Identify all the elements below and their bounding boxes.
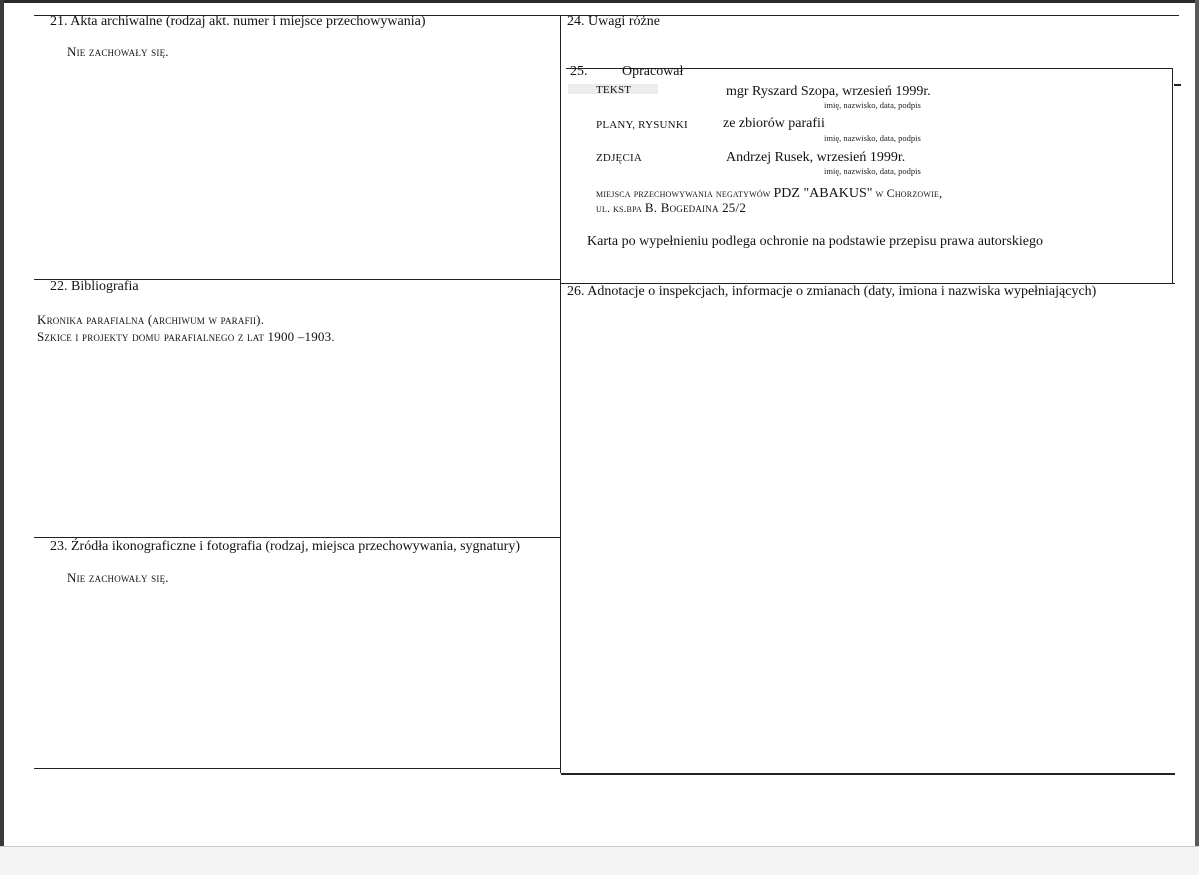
row-plany-value: ze zbiorów parafii bbox=[723, 116, 825, 131]
row-tekst-value: mgr Ryszard Szopa, wrzesień 1999r. bbox=[726, 84, 931, 99]
negatives-address: B. Bogedaina 25/2 bbox=[644, 200, 747, 215]
row-plany-hint: imię, nazwisko, data, podpis bbox=[824, 133, 921, 143]
section-23-title: 23. Źródła ikonograficzne i fotografia (rodzaj, miejsca przechowywania, sygnatury) bbox=[50, 539, 520, 554]
negatives-suffix: w Chorzowie, bbox=[872, 186, 943, 200]
section-24-title: 24. Uwagi różne bbox=[567, 14, 660, 29]
rule-left-23 bbox=[34, 537, 560, 538]
bibliography-line-2: Szkice i projekty domu parafialnego z lat 1900 –1903. bbox=[37, 329, 335, 344]
row-tekst-label: TEKST bbox=[596, 84, 632, 96]
box25-tick bbox=[1174, 84, 1181, 86]
negatives-prefix: miejsca przechowywania negatywów bbox=[596, 188, 774, 200]
center-divider bbox=[560, 15, 561, 773]
section-25-title: Opracował bbox=[622, 64, 684, 79]
section-23-body: Nie zachowały się. bbox=[67, 570, 169, 585]
negatives-line-2 bbox=[596, 199, 746, 217]
copyright-notice: Karta po wypełnieniu podlega ochronie na podstawie przepisu prawa autorskiego bbox=[587, 234, 1044, 249]
box25-right bbox=[1172, 68, 1173, 283]
negatives-street: ul. ks.bpa bbox=[596, 203, 645, 215]
row-zdjecia-value: Andrzej Rusek, wrzesień 1999r. bbox=[726, 150, 906, 165]
rule-right-bottom bbox=[561, 773, 1175, 775]
row-plany-label: PLANY, RYSUNKI bbox=[596, 119, 688, 131]
row-zdjecia-hint: imię, nazwisko, data, podpis bbox=[824, 166, 921, 176]
row-tekst-hint: imię, nazwisko, data, podpis bbox=[824, 100, 921, 110]
scan-edge-left bbox=[0, 0, 4, 874]
scan-edge-bottom bbox=[0, 846, 1199, 875]
section-22-title: 22. Bibliografia bbox=[50, 279, 139, 294]
rule-left-bottom bbox=[34, 768, 560, 769]
section-21-title: 21. Akta archiwalne (rodzaj akt. numer i miejsce przechowywania) bbox=[50, 14, 426, 29]
section-25-number: 25. bbox=[570, 64, 588, 79]
scan-edge-top bbox=[0, 0, 1199, 3]
row-zdjecia-label: ZDJĘCIA bbox=[596, 152, 643, 164]
section-21-body: Nie zachowały się. bbox=[67, 44, 169, 59]
section-26-title: 26. Adnotacje o inspekcjach, informacje o zmianach (daty, imiona i nazwiska wypełniających) bbox=[567, 284, 1097, 299]
scan-edge-right bbox=[1195, 0, 1199, 846]
negatives-name: PDZ "ABAKUS" bbox=[773, 186, 873, 201]
bibliography-line-1: Kronika parafialna (archiwum w parafii). bbox=[37, 312, 265, 327]
